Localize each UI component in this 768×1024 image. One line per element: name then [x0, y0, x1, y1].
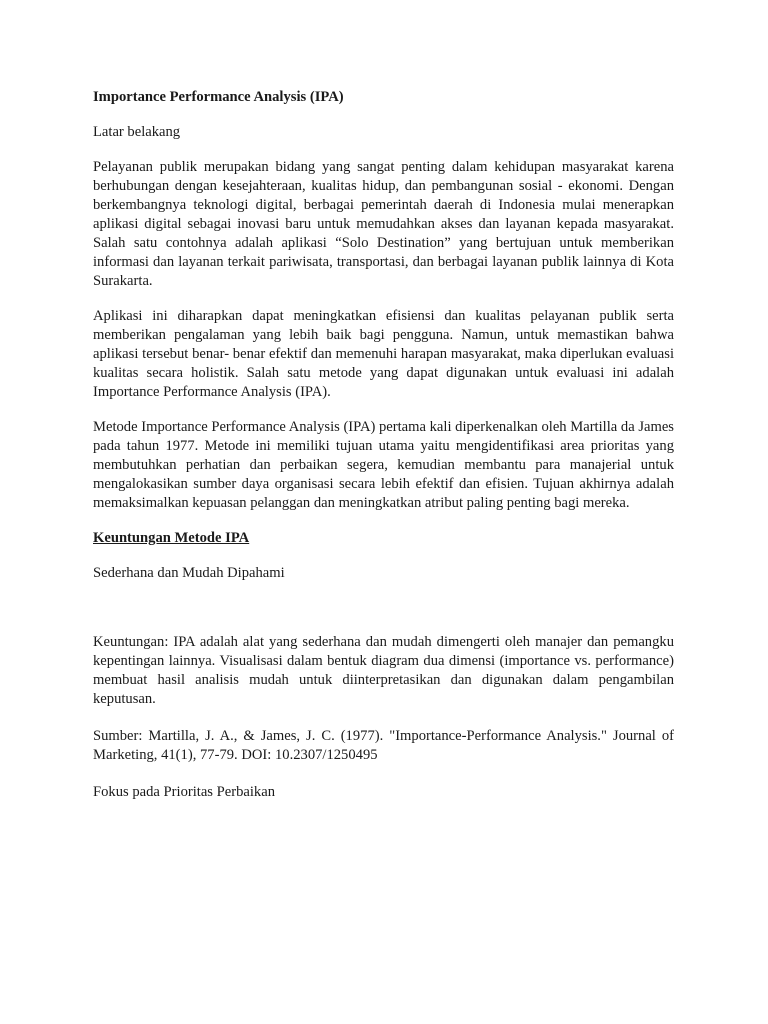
subheading-fokus-prioritas: Fokus pada Prioritas Perbaikan — [93, 784, 275, 800]
section-heading-keuntungan: Keuntungan Metode IPA — [93, 530, 250, 546]
subtitle-latar-belakang: Latar belakang — [93, 124, 181, 140]
subheading-sederhana: Sederhana dan Mudah Dipahami — [93, 565, 285, 581]
paragraph-keuntungan: Keuntungan: IPA adalah alat yang sederhana dan mudah dimengerti oleh manajer dan pemangku kepentingan lainnya. Visualisasi dalam bentuk diagram dua dimensi (importance vs. performance) membuat hasil analisis mudah untuk diinterpretasikan dan digunakan dalam pengambilan keputusan. — [93, 634, 674, 707]
paragraph-pelayanan-publik: Pelayanan publik merupakan bidang yang sangat penting dalam kehidupan masyarakat karena berhubungan dengan kesejahteraan, kualitas hidup, dan pembangunan sosial - ekonomi. Dengan berkembangnya teknologi digital, berbagai pemerintah daerah di Indonesia mulai menerapkan aplikasi digital sebagai inovasi baru untuk memudahkan akses dan layanan kepada masyarakat. Salah satu contohnya adalah aplikasi “Solo Destination” yang bertujuan untuk memberikan informasi dan layanan terkait pariwisata, transportasi, dan berbagai layanan publik lainnya di Kota Surakarta. — [93, 159, 674, 289]
document-page — [93, 88, 674, 802]
document-title: Importance Performance Analysis (IPA) — [93, 89, 344, 105]
paragraph-metode-ipa: Metode Importance Performance Analysis (IPA) pertama kali diperkenalkan oleh Martilla da James pada tahun 1977. Metode ini memiliki tujuan utama yaitu mengidentifikasi area prioritas yang membutuhkan perhatian dan perbaikan segera, kemudian membantu para manajerial untuk mengalokasikan sumber daya organisasi secara lebih efektif dan efisien. Tujuan akhirnya adalah memaksimalkan kepuasan pelanggan dan meningkatkan atribut paling penting bagi mereka. — [93, 419, 674, 511]
paragraph-aplikasi: Aplikasi ini diharapkan dapat meningkatkan efisiensi dan kualitas pelayanan publik serta memberikan pengalaman yang lebih baik bagi pengguna. Namun, untuk memastikan bahwa aplikasi tersebut benar- benar efektif dan memenuhi harapan masyarakat, maka diperlukan evaluasi kualitas secara holistik. Salah satu metode yang dapat digunakan untuk evaluasi ini adalah Importance Performance Analysis (IPA). — [93, 308, 674, 400]
source-citation: Sumber: Martilla, J. A., & James, J. C. (1977). "Importance-Performance Analysis." Journal of Marketing, 41(1), 77-79. DOI: 10.2307/1250495 — [93, 728, 674, 763]
